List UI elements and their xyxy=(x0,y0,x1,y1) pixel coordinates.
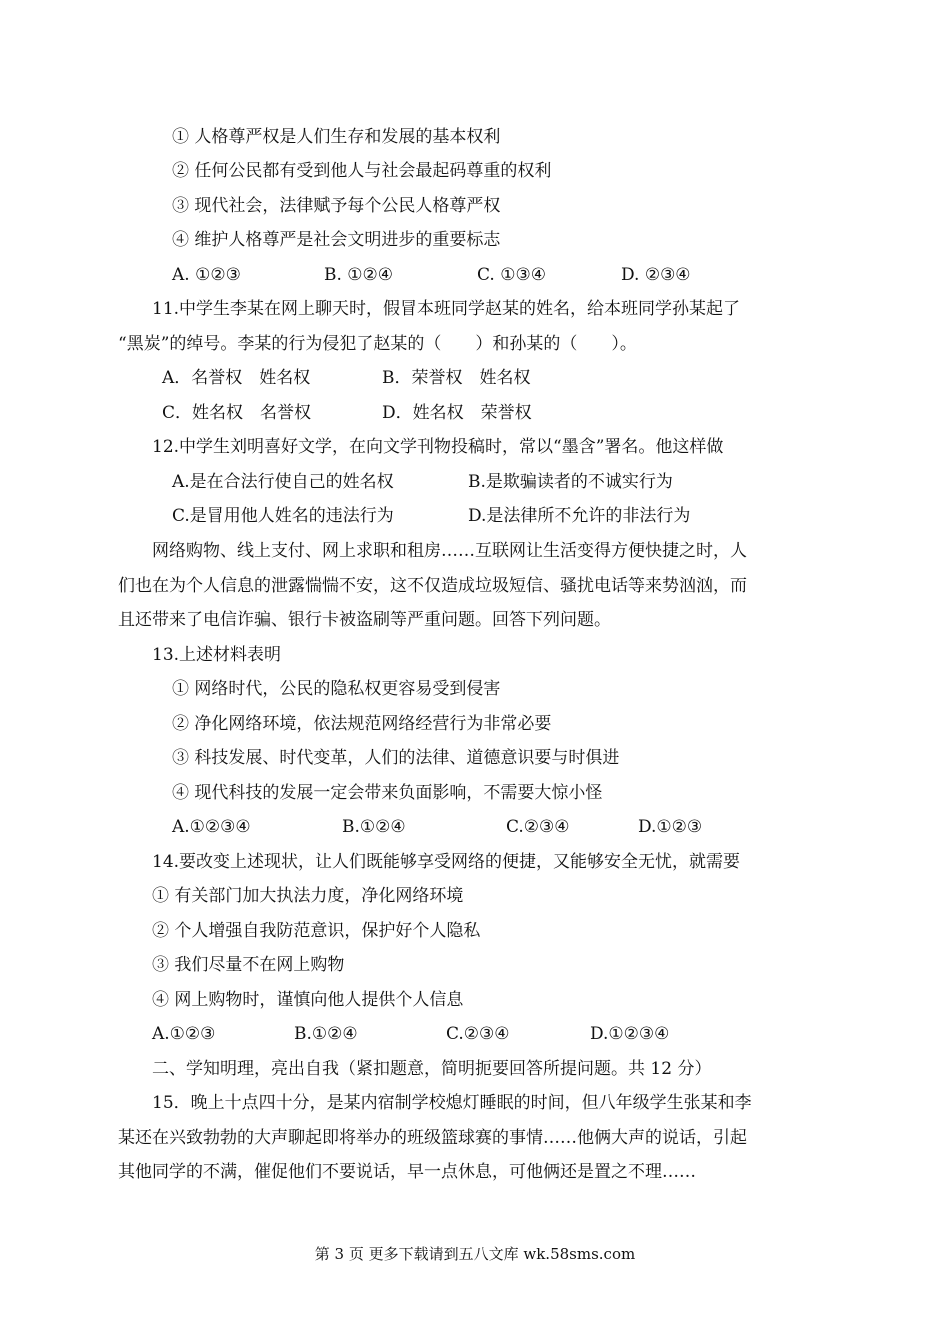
q12-option-b: B.是欺骗读者的不诚实行为 xyxy=(468,472,673,492)
material-line-1: 网络购物、线上支付、网上求职和租房……互联网让生活变得方便快捷之时，人 xyxy=(152,541,747,561)
q14-stem: 14.要改变上述现状，让人们既能够享受网络的便捷，又能够安全无忧，就需要 xyxy=(152,852,741,872)
q14-item-3: ③ 我们尽量不在网上购物 xyxy=(152,955,345,975)
q14-option-c: C.②③④ xyxy=(446,1024,510,1044)
q10-option-d: D. ②③④ xyxy=(621,265,691,285)
q14-item-1: ① 有关部门加大执法力度，净化网络环境 xyxy=(152,886,464,906)
q13-option-b: B.①②④ xyxy=(342,817,406,837)
material-line-2: 们也在为个人信息的泄露惴惴不安，这不仅造成垃圾短信、骚扰电话等来势汹汹，而 xyxy=(118,576,747,596)
q14-option-d: D.①②③④ xyxy=(590,1024,670,1044)
q13-stem: 13.上述材料表明 xyxy=(152,645,282,665)
q15-line-2: 某还在兴致勃勃的大声聊起即将举办的班级篮球赛的事情……他俩大声的说话，引起 xyxy=(118,1128,747,1148)
q13-option-d: D.①②③ xyxy=(638,817,703,837)
q14-option-b: B.①②④ xyxy=(294,1024,358,1044)
q11-option-d: D．姓名权 荣誉权 xyxy=(382,403,532,423)
q10-item-2: ② 任何公民都有受到他人与社会最起码尊重的权利 xyxy=(172,161,552,181)
q13-item-3: ③ 科技发展、时代变革，人们的法律、道德意识要与时俱进 xyxy=(172,748,620,768)
page-footer: 第 3 页 更多下载请到五八文库 wk.58sms.com xyxy=(314,1245,636,1263)
section-2-heading: 二、学知明理，亮出自我（紧扣题意，简明扼要回答所提问题。共 12 分） xyxy=(152,1059,712,1079)
q10-item-1: ① 人格尊严权是人们生存和发展的基本权利 xyxy=(172,127,501,147)
q15-line-3: 其他同学的不满，催促他们不要说话，早一点休息，可他俩还是置之不理…… xyxy=(118,1162,696,1182)
q15-line-1: 15．晚上十点四十分，是某内宿制学校熄灯睡眠的时间，但八年级学生张某和李 xyxy=(152,1093,752,1113)
q12-stem: 12.中学生刘明喜好文学，在向文学刊物投稿时，常以“墨含”署名。他这样做 xyxy=(152,437,724,457)
material-line-3: 且还带来了电信诈骗、银行卡被盗刷等严重问题。回答下列问题。 xyxy=(118,610,611,630)
q14-item-2: ② 个人增强自我防范意识，保护好个人隐私 xyxy=(152,921,481,941)
q10-item-4: ④ 维护人格尊严是社会文明进步的重要标志 xyxy=(172,230,501,250)
q14-item-4: ④ 网上购物时，谨慎向他人提供个人信息 xyxy=(152,990,464,1010)
q12-option-d: D.是法律所不允许的非法行为 xyxy=(468,506,691,526)
q13-item-1: ① 网络时代，公民的隐私权更容易受到侵害 xyxy=(172,679,501,699)
q14-option-a: A.①②③ xyxy=(152,1024,216,1044)
q12-option-a: A.是在合法行使自己的姓名权 xyxy=(172,472,394,492)
q11-stem-line-1: 11.中学生李某在网上聊天时，假冒本班同学赵某的姓名，给本班同学孙某起了 xyxy=(152,299,741,319)
q10-item-3: ③ 现代社会，法律赋予每个公民人格尊严权 xyxy=(172,196,501,216)
q11-stem-line-2: “黑炭”的绰号。李某的行为侵犯了赵某的（ ）和孙某的（ ）。 xyxy=(118,334,637,354)
q11-option-c: C．姓名权 名誉权 xyxy=(162,403,312,423)
q10-option-a: A. ①②③ xyxy=(172,265,241,285)
q13-item-4: ④ 现代科技的发展一定会带来负面影响，不需要大惊小怪 xyxy=(172,783,603,803)
q13-option-c: C.②③④ xyxy=(506,817,570,837)
q13-option-a: A.①②③④ xyxy=(172,817,251,837)
q10-option-b: B. ①②④ xyxy=(324,265,394,285)
q13-item-2: ② 净化网络环境，依法规范网络经营行为非常必要 xyxy=(172,714,552,734)
q11-option-b: B．荣誉权 姓名权 xyxy=(382,368,531,388)
q10-option-c: C. ①③④ xyxy=(477,265,546,285)
q11-option-a: A．名誉权 姓名权 xyxy=(162,368,311,388)
q12-option-c: C.是冒用他人姓名的违法行为 xyxy=(172,506,394,526)
